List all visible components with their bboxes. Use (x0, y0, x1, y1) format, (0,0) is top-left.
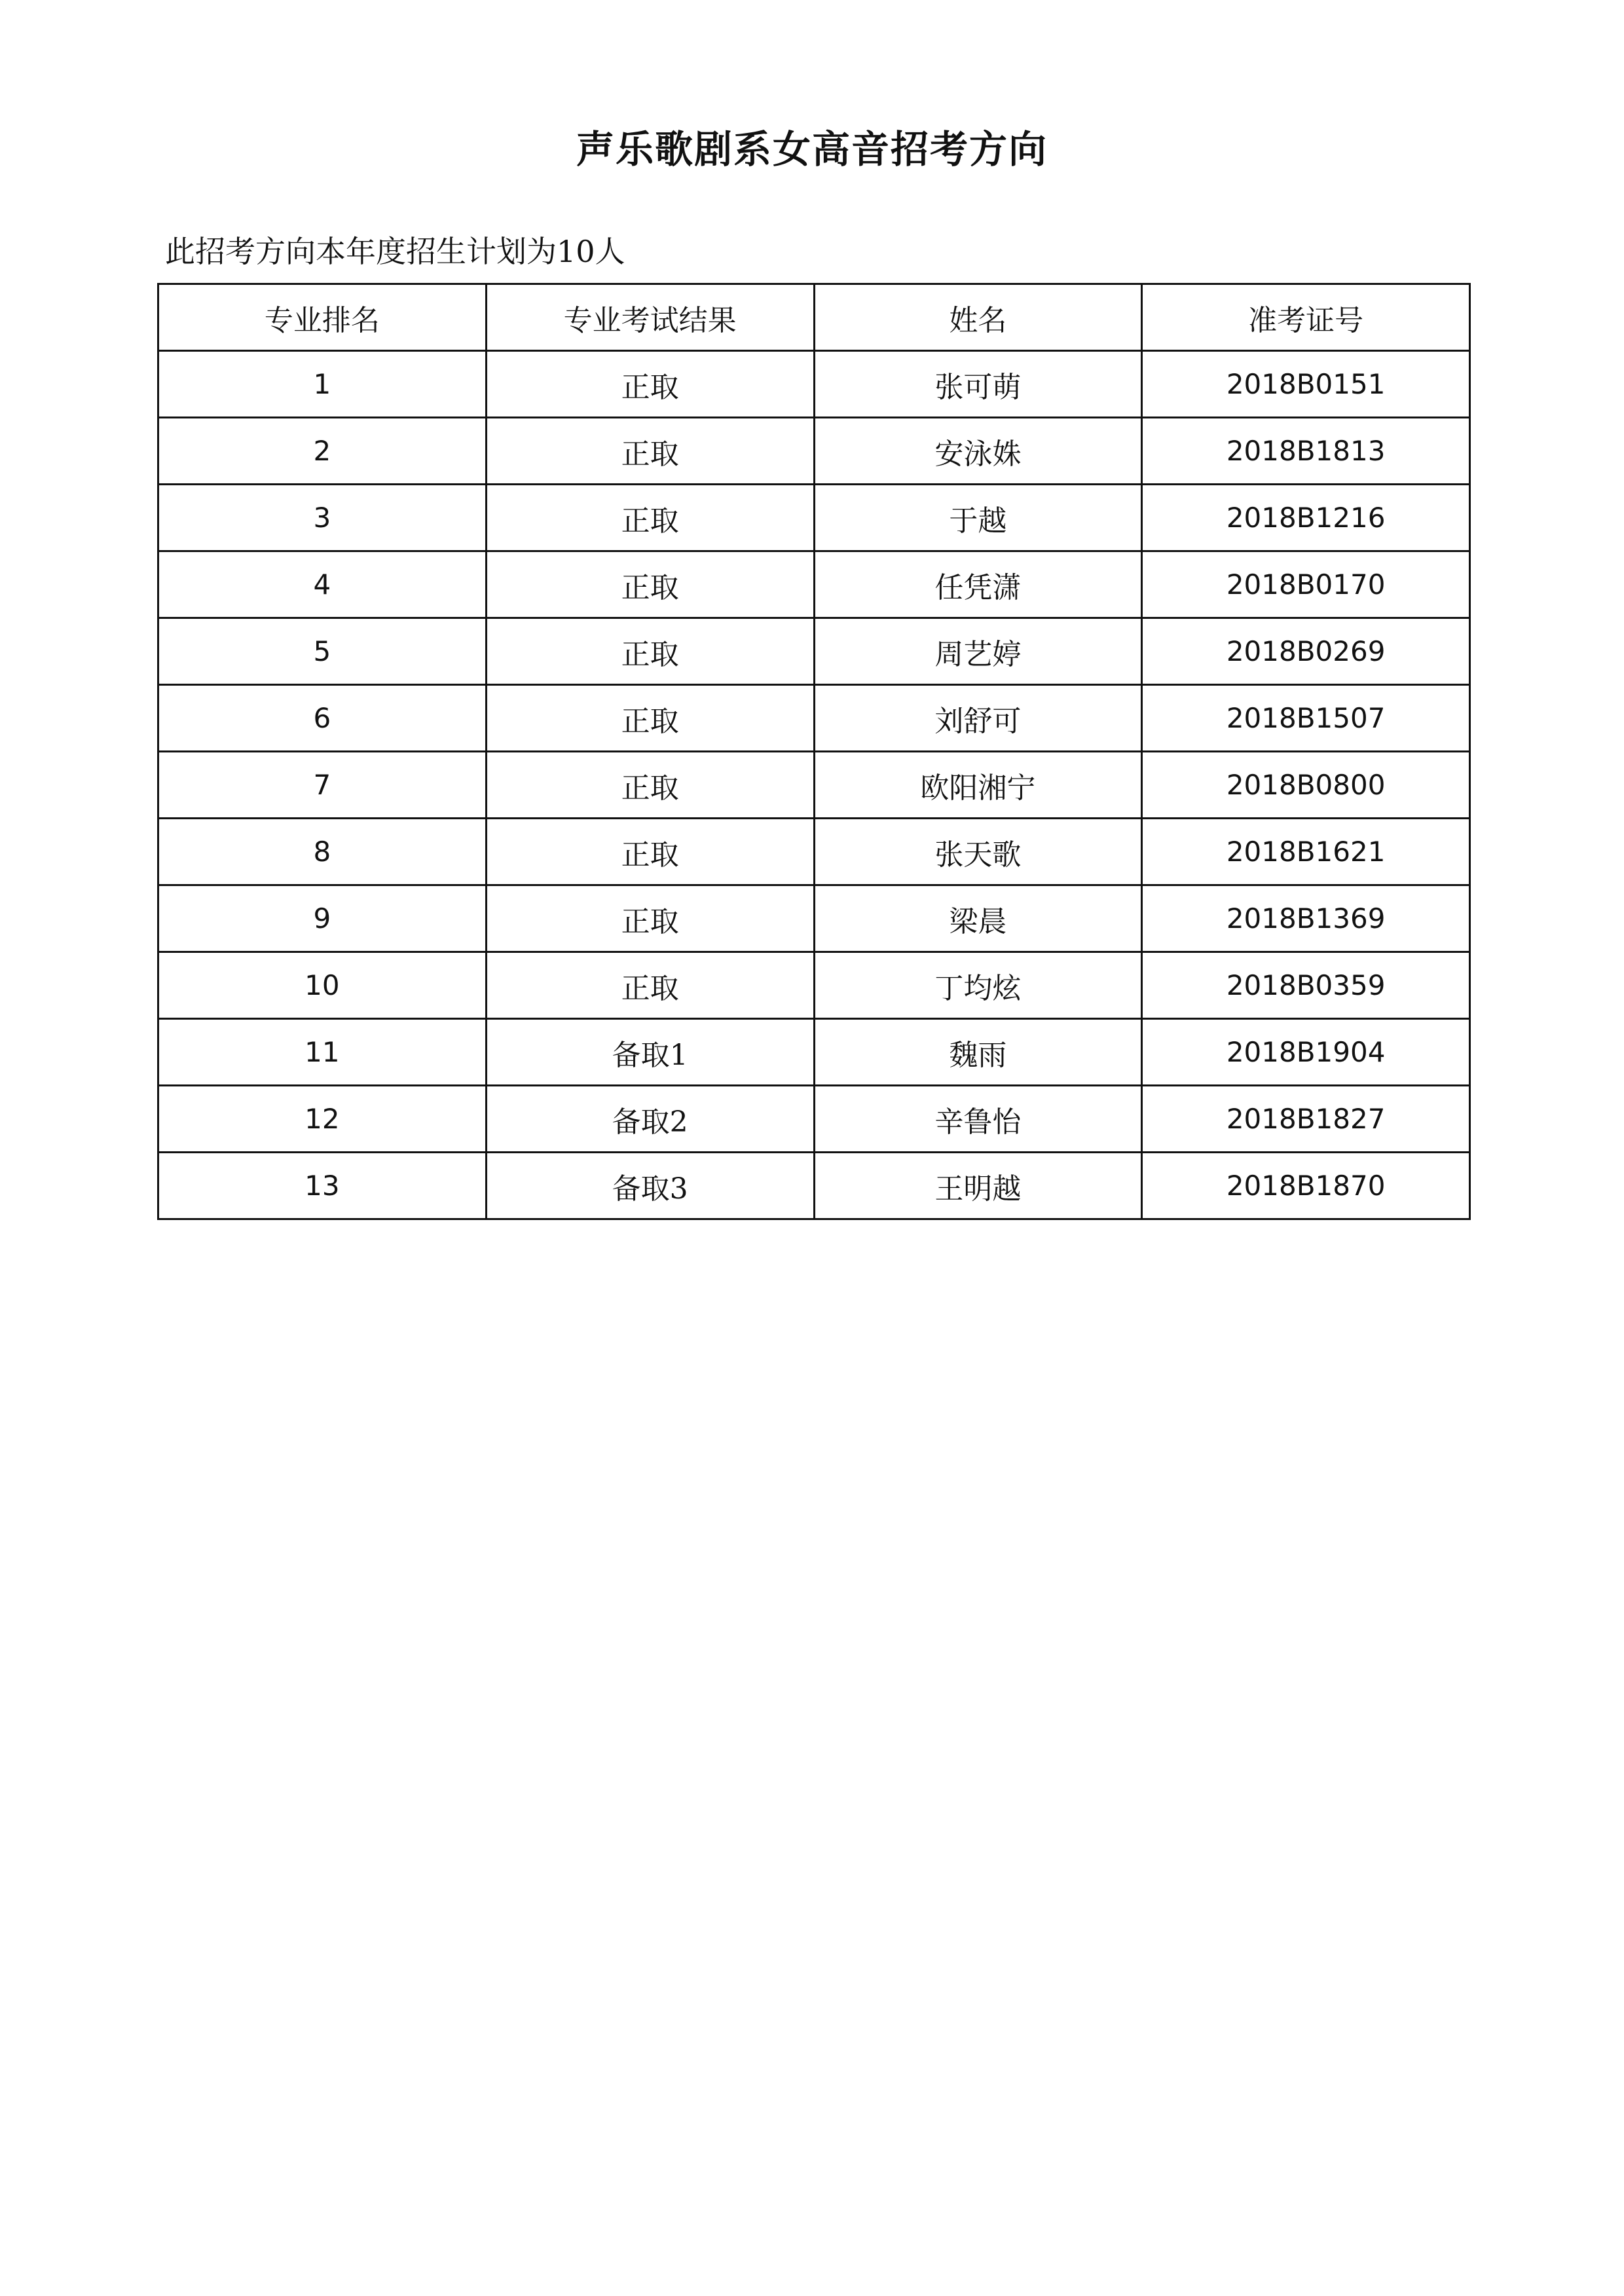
exam-id-cell: 2018B1813 (1142, 418, 1470, 485)
exam-id-cell: 2018B0800 (1142, 752, 1470, 819)
name-cell: 张天歌 (814, 819, 1142, 885)
rank-cell: 3 (158, 485, 487, 551)
exam-id-cell: 2018B1621 (1142, 819, 1470, 885)
table-row (158, 1019, 1470, 1086)
result-cell: 正取 (486, 618, 814, 685)
exam-id-cell: 2018B0269 (1142, 618, 1470, 685)
rank-cell: 4 (158, 551, 487, 618)
rank-cell: 1 (158, 351, 487, 418)
name-cell: 丁均炫 (814, 952, 1142, 1019)
exam-id-cell: 2018B1507 (1142, 685, 1470, 752)
name-cell: 安泳姝 (814, 418, 1142, 485)
exam-id-cell: 2018B1827 (1142, 1086, 1470, 1153)
name-cell: 张可萌 (814, 351, 1142, 418)
admission-results-table (157, 283, 1471, 1220)
result-cell: 正取 (486, 952, 814, 1019)
result-cell: 正取 (486, 752, 814, 819)
name-cell: 周艺婷 (814, 618, 1142, 685)
rank-cell: 12 (158, 1086, 487, 1153)
header-result: 专业考试结果 (486, 284, 814, 351)
name-cell: 欧阳湘宁 (814, 752, 1142, 819)
name-cell: 于越 (814, 485, 1142, 551)
result-cell: 备取2 (486, 1086, 814, 1153)
rank-cell: 9 (158, 885, 487, 952)
table-header-row (158, 284, 1470, 351)
rank-cell: 13 (158, 1153, 487, 1219)
result-cell: 正取 (486, 685, 814, 752)
rank-cell: 2 (158, 418, 487, 485)
result-cell: 正取 (486, 485, 814, 551)
result-cell: 正取 (486, 551, 814, 618)
table-row (158, 485, 1470, 551)
table-row (158, 1086, 1470, 1153)
header-name: 姓名 (814, 284, 1142, 351)
exam-id-cell: 2018B0170 (1142, 551, 1470, 618)
rank-cell: 10 (158, 952, 487, 1019)
rank-cell: 8 (158, 819, 487, 885)
name-cell: 辛鲁怡 (814, 1086, 1142, 1153)
table-row (158, 885, 1470, 952)
header-rank: 专业排名 (158, 284, 487, 351)
exam-id-cell: 2018B1904 (1142, 1019, 1470, 1086)
table-row (158, 752, 1470, 819)
rank-cell: 6 (158, 685, 487, 752)
result-cell: 备取3 (486, 1153, 814, 1219)
header-exam-id: 准考证号 (1142, 284, 1470, 351)
name-cell: 魏雨 (814, 1019, 1142, 1086)
exam-id-cell: 2018B0359 (1142, 952, 1470, 1019)
exam-id-cell: 2018B1369 (1142, 885, 1470, 952)
result-cell: 备取1 (486, 1019, 814, 1086)
name-cell: 王明越 (814, 1153, 1142, 1219)
name-cell: 刘舒可 (814, 685, 1142, 752)
table-row (158, 952, 1470, 1019)
table-row (158, 819, 1470, 885)
page-title: 声乐歌剧系女高音招考方向 (576, 127, 1048, 172)
result-cell: 正取 (486, 351, 814, 418)
exam-id-cell: 2018B0151 (1142, 351, 1470, 418)
table-row (158, 685, 1470, 752)
exam-id-cell: 2018B1870 (1142, 1153, 1470, 1219)
table-row (158, 351, 1470, 418)
rank-cell: 11 (158, 1019, 487, 1086)
result-cell: 正取 (486, 819, 814, 885)
name-cell: 任凭潇 (814, 551, 1142, 618)
rank-cell: 7 (158, 752, 487, 819)
table-row (158, 1153, 1470, 1219)
result-cell: 正取 (486, 885, 814, 952)
table-row (158, 618, 1470, 685)
name-cell: 梁晨 (814, 885, 1142, 952)
enrollment-plan-note: 此招考方向本年度招生计划为10人 (165, 234, 625, 269)
table-row (158, 551, 1470, 618)
table-row (158, 418, 1470, 485)
rank-cell: 5 (158, 618, 487, 685)
result-cell: 正取 (486, 418, 814, 485)
exam-id-cell: 2018B1216 (1142, 485, 1470, 551)
